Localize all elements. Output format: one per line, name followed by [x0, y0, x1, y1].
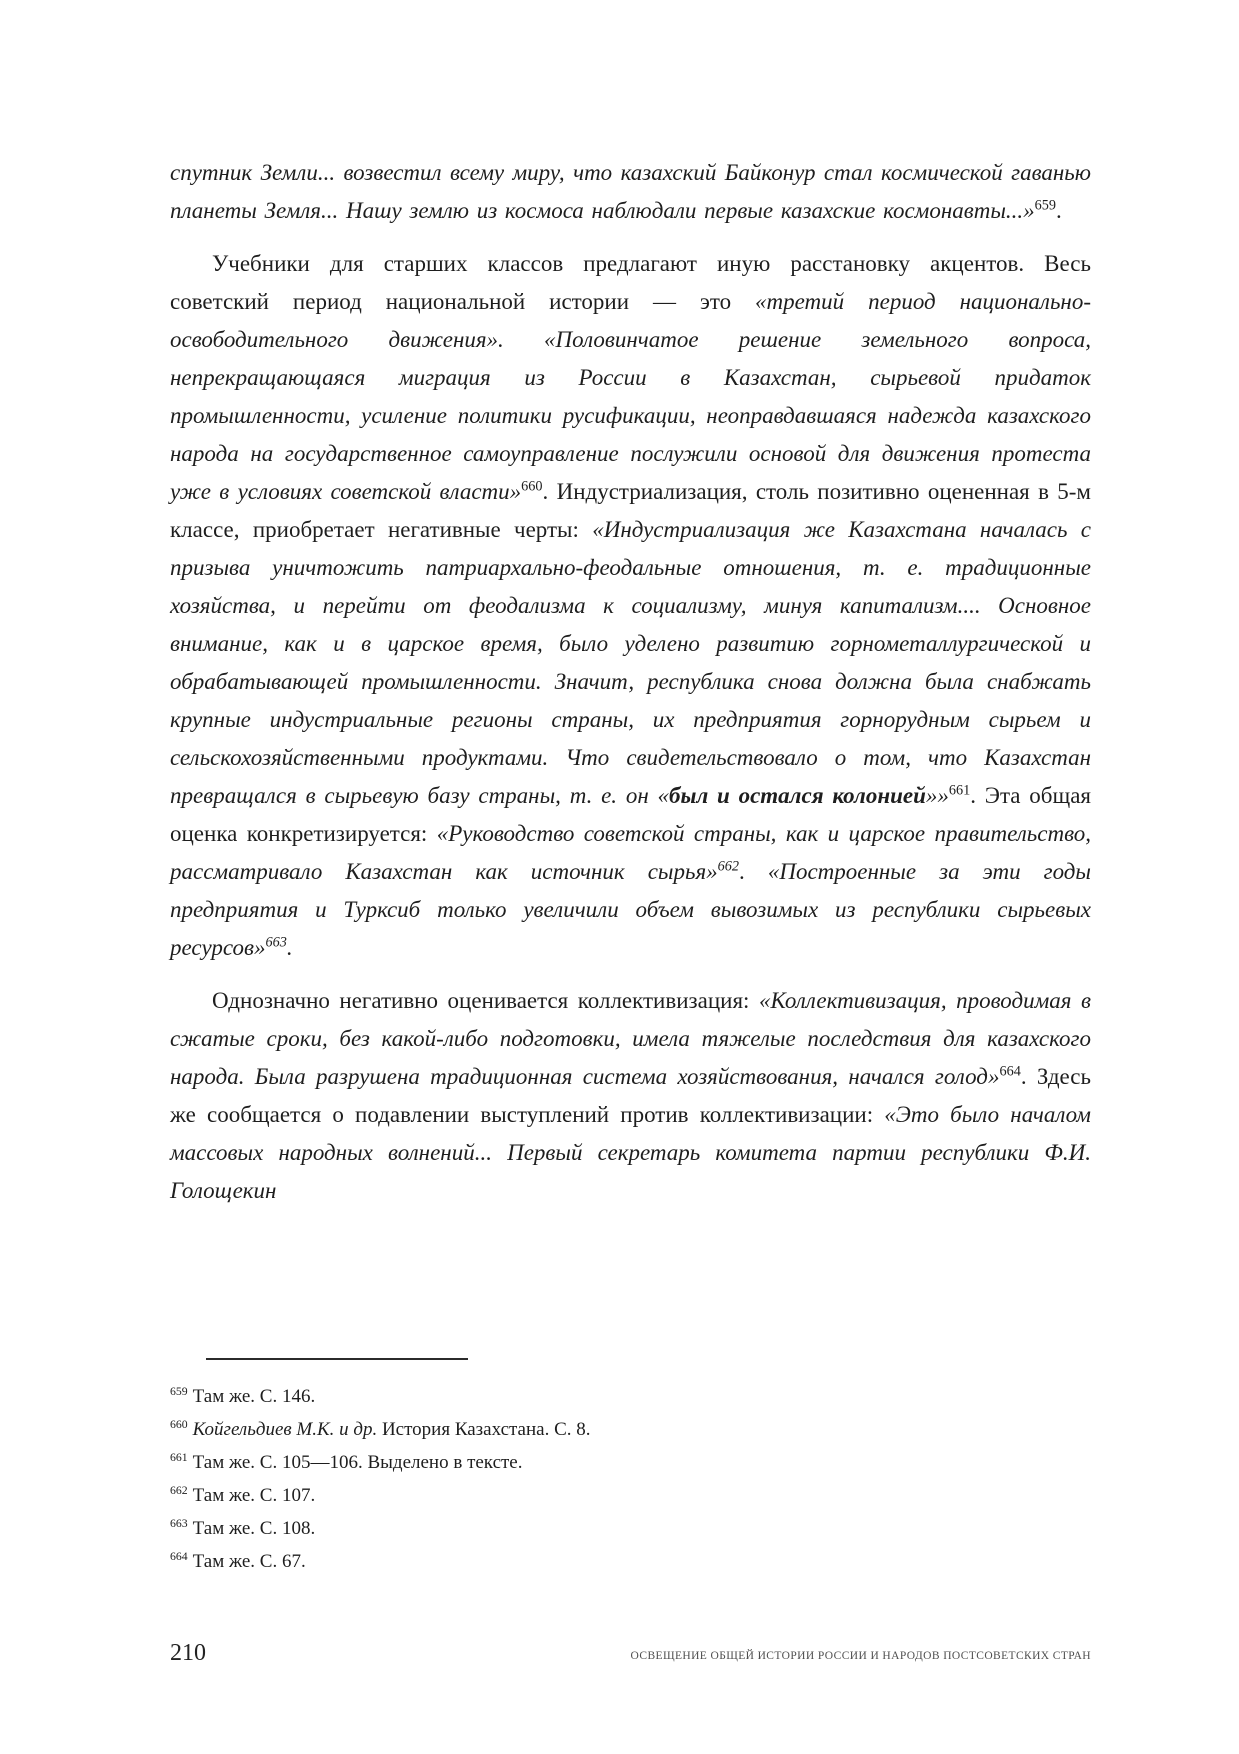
- text-segment: Койгельдиев М.К. и др.: [192, 1419, 378, 1440]
- text-segment: История Казахстана. С. 8.: [377, 1419, 591, 1440]
- text-segment: .: [286, 935, 293, 960]
- paragraph: [170, 245, 1091, 967]
- footnote-ref: 661: [948, 782, 971, 799]
- footnote-ref: 660: [521, 478, 543, 495]
- footnote-marker: 659: [170, 1384, 188, 1398]
- footnote-marker: 661: [170, 1450, 188, 1464]
- footnote-marker: 660: [170, 1417, 188, 1431]
- text-segment: Там же. С. 105—106. Выделено в тексте.: [192, 1452, 523, 1473]
- text-segment: Учебники для старших классов предлагают иную расстановку акцентов. Весь советский период национальной истории — это: [170, 251, 1091, 314]
- footnote-ref: 659: [1034, 197, 1057, 214]
- text-segment: «Половинчатое решение земельного вопроса, непрекращающаяся миграция из России в Казахстан, сырьевой придаток промышленности, усиление политики русификации, неоправдавшаяся надежда казахского народа на государственное самоуправление послужили основой для движения протеста уже в условиях советской власти»: [170, 327, 1092, 504]
- text-segment: . Индустриализация, столь позитивно оцененная в 5-м классе, приобретает негативные черты:: [170, 479, 1091, 542]
- text-segment: «Построенные за эти годы предприятия и Турксиб только увеличили объем вывозимых из республики сырьевых ресурсов»: [170, 859, 1091, 960]
- footnote-marker: 663: [170, 1516, 188, 1530]
- paragraph: [170, 982, 1091, 1210]
- footnote-marker: 664: [170, 1549, 188, 1563]
- text-segment: «Руководство советской страны, как и царское правительство, рассматривало Казахстан как источник сырья»: [170, 821, 1091, 884]
- text-segment: [504, 327, 544, 352]
- text-segment: «Индустриализация же Казахстана началась с призыва уничтожить патриархально-феодальные отношения, т. е. традиционные хозяйства, и перейти от феодализма к социализму, минуя капитализм.... Основное внимание, как и в царское время, было уделено развитию горнометаллургической и обрабатывающей промышленности. Значит, республика снова должна была снабжать крупные индустриальные регионы страны, их предприятия горнорудным сырьем и сельскохозяйственными продуктами. Что свидетельствовало о том, что Казахстан превращался в сырьевую базу страны, т. е. он «: [170, 517, 1091, 808]
- text-segment: Там же. С. 67.: [192, 1551, 306, 1572]
- text-segment: . Эта общая оценка конкретизируется:: [170, 783, 1091, 846]
- text-segment: Однозначно негативно оценивается коллективизация:: [212, 988, 759, 1013]
- text-segment: Там же. С. 108.: [192, 1518, 316, 1539]
- footnote-marker: 662: [170, 1483, 188, 1497]
- text-segment: был и остался колонией: [669, 783, 926, 808]
- footnote-item: [170, 1545, 1091, 1578]
- footnote-item: [170, 1512, 1091, 1545]
- footnote-item: [170, 1446, 1091, 1479]
- text-segment: «Коллективизация, проводимая в сжатые сроки, без какой-либо подготовки, имела тяжелые последствия для казахского народа. Была разрушена традиционная система хозяйствования, начался голод»: [170, 988, 1091, 1089]
- page-footer: [170, 1640, 1091, 1667]
- running-title: ОСВЕЩЕНИЕ ОБЩЕЙ ИСТОРИИ РОССИИ И НАРОДОВ ПОСТСОВЕТСКИХ СТРАН: [630, 1650, 1091, 1662]
- footnotes-section: [170, 1358, 1091, 1578]
- footnote-ref: 662: [717, 858, 740, 875]
- text-segment: .: [1056, 198, 1062, 223]
- paragraph: [170, 154, 1091, 230]
- body-paragraphs: [170, 154, 1091, 1210]
- footnote-item: [170, 1413, 1091, 1446]
- text-segment: Там же. С. 107.: [192, 1485, 316, 1506]
- footnote-item: [170, 1479, 1091, 1512]
- text-segment: спутник Земли... возвестил всему миру, что казахский Байконур стал космической гаванью планеты Земля... Нашу землю из космоса наблюдали первые казахские космонавты...»: [170, 160, 1091, 223]
- text-segment: «третий период национально-освободительного движения».: [170, 289, 1091, 352]
- page-number: 210: [170, 1640, 206, 1666]
- text-segment: «Это было началом массовых народных волнений... Первый секретарь комитета партии республики Ф.И. Голощекин: [170, 1102, 1091, 1203]
- text-segment: . Здесь же сообщается о подавлении выступлений против коллективизации:: [170, 1064, 1091, 1127]
- page-body: [170, 154, 1091, 1210]
- text-segment: »»: [925, 783, 949, 808]
- text-segment: Там же. С. 146.: [192, 1386, 316, 1407]
- footnote-item: [170, 1380, 1091, 1413]
- footnote-ref: 663: [265, 934, 287, 951]
- footnote-separator: [206, 1358, 468, 1360]
- text-segment: .: [739, 859, 768, 884]
- footnote-ref: 664: [999, 1063, 1021, 1080]
- footnote-list: [170, 1380, 1091, 1578]
